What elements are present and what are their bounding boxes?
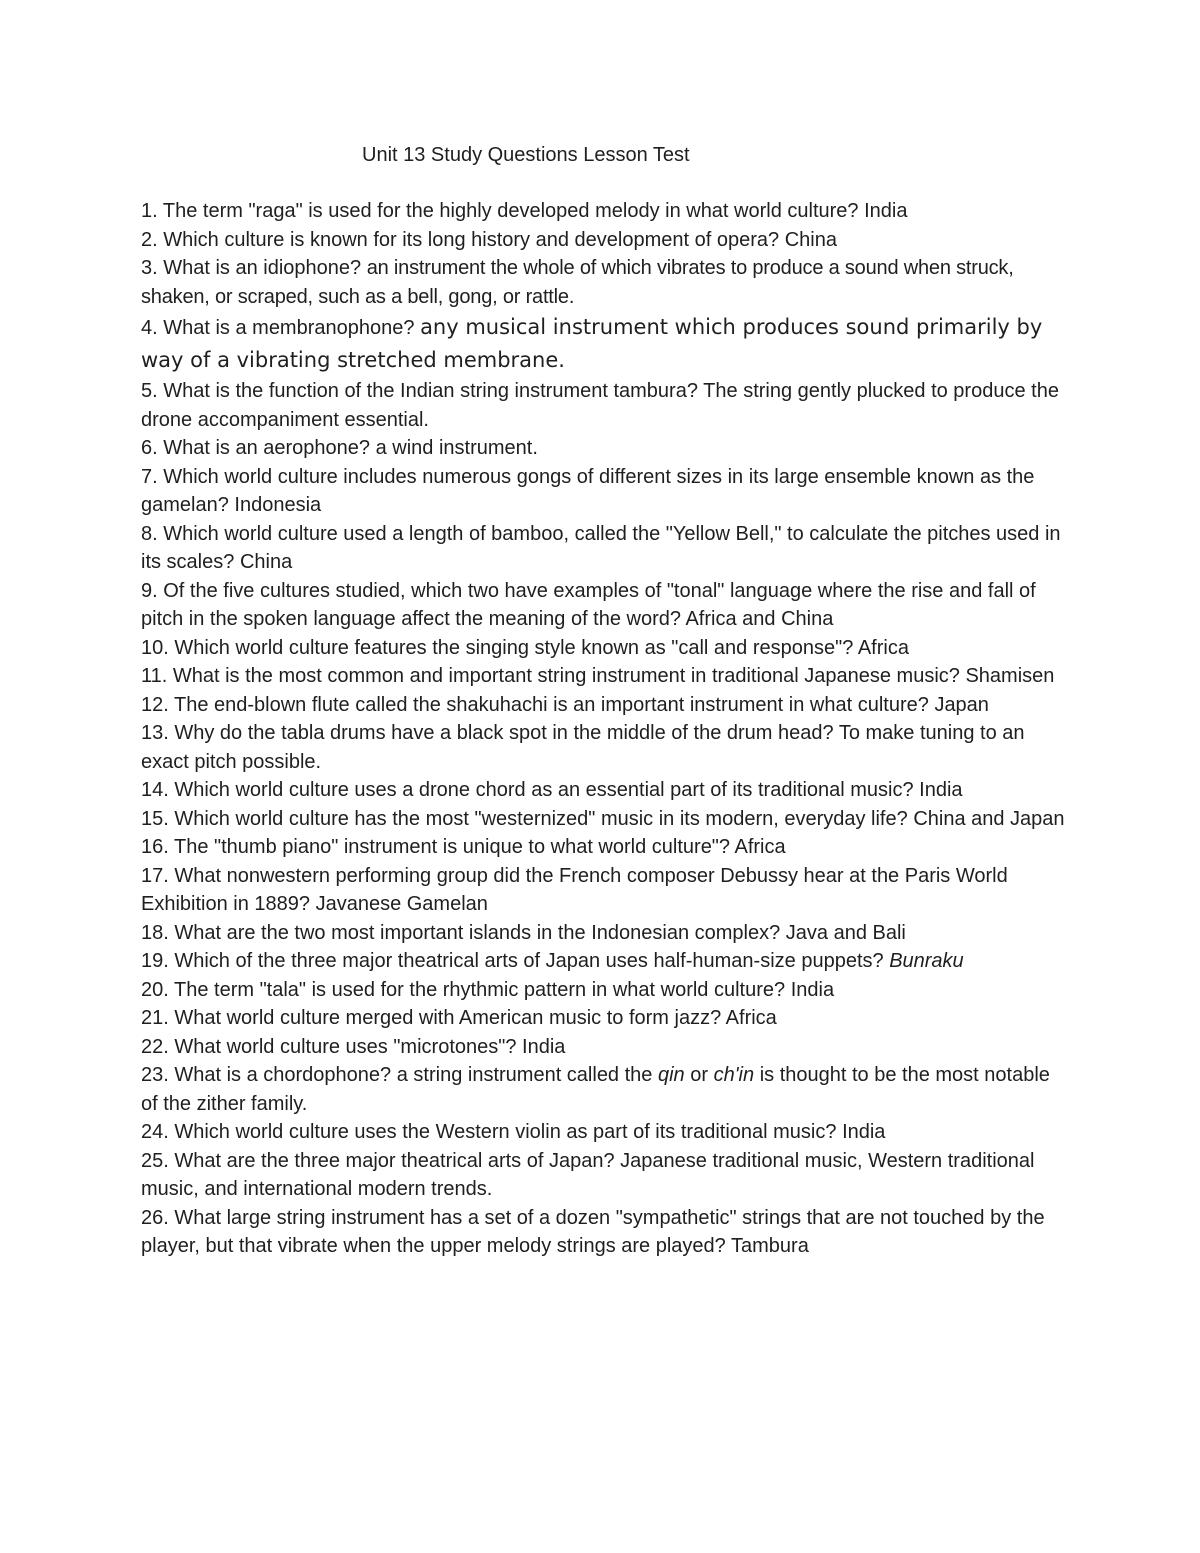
question-text: 2. Which culture is known for its long history and development of opera? (141, 228, 780, 251)
answer-text: India (522, 1035, 566, 1058)
question-text: 14. Which world culture uses a drone chord as an essential part of its traditional music? (141, 779, 914, 801)
answer-text: any musical instrument which produces sound primarily by way of a vibrating stretched membrane. (141, 315, 1043, 372)
question-item (141, 463, 1071, 520)
question-text: 4. What is a membranophone? (141, 317, 415, 339)
answer-text: Africa (725, 1007, 777, 1029)
question-text: 18. What are the two most important islands in the Indonesian complex? (141, 921, 781, 944)
question-item (141, 311, 1071, 377)
answer-text: Tambura (731, 1235, 809, 1257)
answer-text: Shamisen (965, 665, 1055, 687)
question-text: 13. Why do the tabla drums have a black spot in the middle of the drum head? (141, 722, 834, 744)
question-item (141, 254, 1071, 311)
answer-text: Japan (934, 693, 989, 716)
answer-text: Africa (857, 636, 909, 659)
answer-emphasis: ch'in (713, 1064, 755, 1086)
answer-text: Bunraku (889, 950, 964, 972)
answer-text: a wind instrument. (375, 437, 538, 459)
question-item (141, 1033, 1071, 1062)
question-text: 19. Which of the three major theatrical arts of Japan uses half-human-size puppets? (141, 950, 884, 972)
answer-text: To make tuning to an exact pitch possible. (141, 722, 1025, 773)
question-text: 25. What are the three major theatrical arts of Japan? (141, 1149, 615, 1172)
answer-text: is thought to be the most notable of the zither family. (141, 1064, 1050, 1115)
question-item (141, 1061, 1071, 1118)
answer-text: China (239, 551, 293, 573)
question-text: 22. What world culture uses "microtones"? (141, 1035, 517, 1058)
answer-text: China (784, 228, 837, 251)
question-item (141, 919, 1071, 948)
question-item (141, 1204, 1071, 1261)
question-item (141, 719, 1071, 776)
question-item (141, 434, 1071, 463)
answer-text: Javanese Gamelan (315, 893, 488, 915)
answer-text: Indonesia (234, 494, 322, 516)
question-text: 16. The "thumb piano" instrument is unique to what world culture"? (141, 836, 731, 858)
question-text: 21. What world culture merged with American music to form jazz? (141, 1007, 722, 1029)
question-item (141, 947, 1071, 976)
question-text: 1. The term "raga" is used for the highly developed melody in what world culture? (141, 200, 859, 222)
question-text: 10. Which world culture features the singing style known as "call and response"? (141, 636, 854, 659)
question-item (141, 634, 1071, 663)
answer-text: The string gently plucked to produce the drone accompaniment essential. (141, 380, 1059, 431)
question-item (141, 862, 1071, 919)
question-text: 17. What nonwestern performing group did the French composer Debussy hear at the Paris World Exhibition in 1889? (141, 864, 1008, 915)
answer-text: Japanese traditional music, Western traditional music, and international modern trends. (141, 1149, 1035, 1200)
answer-text: or (690, 1064, 709, 1086)
question-text: 5. What is the function of the Indian string instrument tambura? (141, 380, 698, 402)
answer-text: India (919, 779, 963, 801)
question-text: 6. What is an aerophone? (141, 437, 371, 459)
answer-text: India (790, 978, 835, 1001)
question-text: 11. What is the most common and important string instrument in traditional Japanese music? (141, 665, 960, 687)
question-item (141, 577, 1071, 634)
question-item (141, 776, 1071, 805)
question-text: 24. Which world culture uses the Western violin as part of its traditional music? (141, 1121, 837, 1143)
answer-emphasis: qin (657, 1064, 685, 1086)
question-list (141, 197, 1071, 1261)
document-title: Unit 13 Study Questions Lesson Test (362, 144, 690, 166)
question-item (141, 377, 1071, 434)
question-item (141, 662, 1071, 691)
question-text: 9. Of the five cultures studied, which two have examples of "tonal" language where the rise and fall of pitch in the spoken language affect the meaning of the word? (141, 579, 1036, 630)
question-item (141, 226, 1071, 255)
question-item (141, 197, 1071, 226)
question-text: 20. The term "tala" is used for the rhythmic pattern in what world culture? (141, 978, 786, 1001)
question-item (141, 1004, 1071, 1033)
question-text: 15. Which world culture has the most "westernized" music in its modern, everyday life? (141, 807, 908, 830)
question-item (141, 833, 1071, 862)
question-item (141, 1147, 1071, 1204)
question-item (141, 805, 1071, 834)
question-text: 7. Which world culture includes numerous gongs of different sizes in its large ensemble known as the gamelan? (141, 465, 1035, 516)
answer-text: an instrument the whole of which vibrates to produce a sound when struck, shaken, or scraped, such as a bell, gong, or rattle. (141, 257, 1014, 308)
question-text: 3. What is an idiophone? (141, 257, 362, 279)
question-item (141, 520, 1071, 577)
question-text: 12. The end-blown flute called the shakuhachi is an important instrument in what culture? (141, 693, 929, 716)
answer-text: India (864, 200, 908, 222)
answer-text: Africa (734, 836, 786, 858)
question-text: 8. Which world culture used a length of bamboo, called the "Yellow Bell," to calculate the pitches used in its scales? (141, 522, 1061, 573)
question-text: 26. What large string instrument has a set of a dozen "sympathetic" strings that are not touched by the player, but that vibrate when the upper melody strings are played? (141, 1206, 1045, 1257)
question-text: 23. What is a chordophone? (141, 1064, 392, 1086)
answer-text: Java and Bali (785, 921, 906, 944)
question-item (141, 691, 1071, 720)
answer-text: China and Japan (913, 807, 1065, 830)
answer-text: Africa and China (685, 608, 834, 630)
question-item (141, 976, 1071, 1005)
answer-text: India (842, 1121, 886, 1143)
answer-text: a string instrument called the (396, 1064, 653, 1086)
question-item (141, 1118, 1071, 1147)
